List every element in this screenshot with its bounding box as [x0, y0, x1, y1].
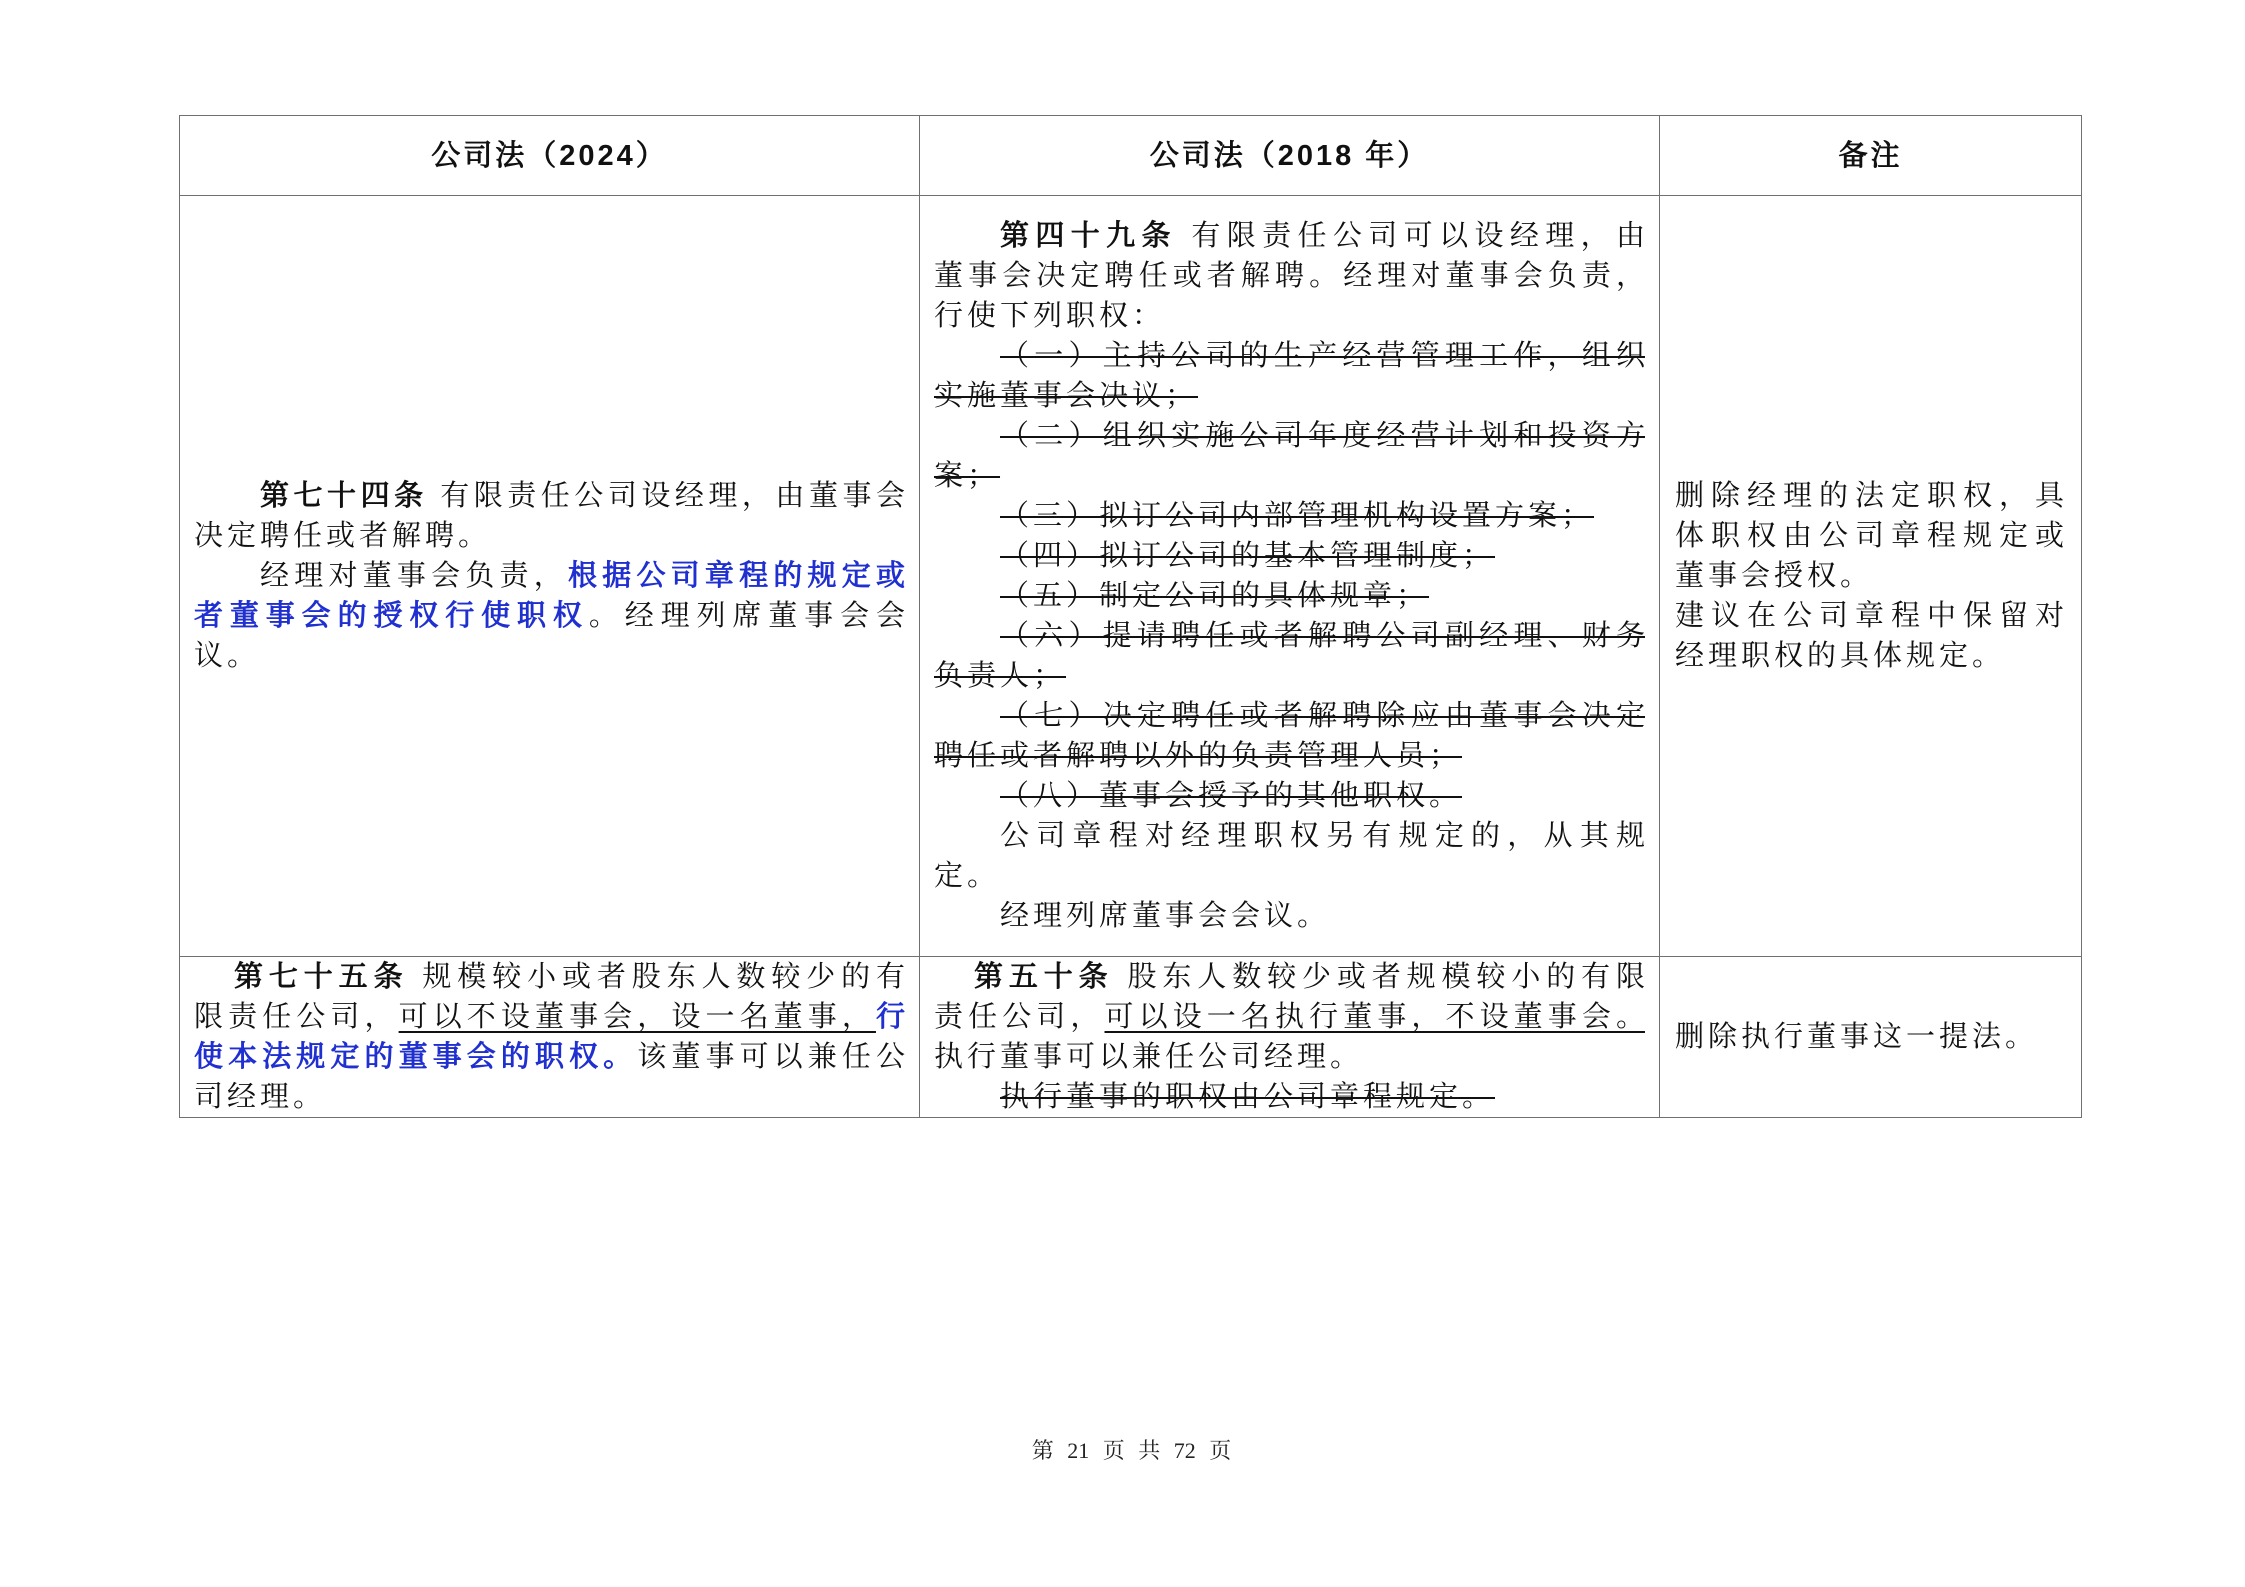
- cell-text: [1660, 476, 2081, 676]
- text-line: [934, 256, 1645, 296]
- text-line: [934, 997, 1645, 1037]
- text-line: [934, 536, 1645, 576]
- text-line: [1675, 596, 2064, 636]
- deleted-text: （六）提请聘任或者解聘公司副经理、财务: [1000, 620, 1645, 652]
- line-text: 董事会决定聘任或者解聘。经理对董事会负责，: [934, 260, 1645, 292]
- article-number: 第七十五条: [234, 961, 409, 993]
- text-line: [934, 957, 1645, 997]
- text-line: [194, 476, 905, 516]
- line-text: 体职权由公司章程规定或: [1675, 520, 2064, 552]
- line-text: 有限责任公司设经理，由董事会: [427, 480, 905, 512]
- added-text: 根据公司章程的规定或: [568, 560, 905, 592]
- text-line: [934, 336, 1645, 376]
- text-line: [934, 776, 1645, 816]
- cell-text: [920, 196, 1659, 956]
- deleted-text: 负责人；: [934, 660, 1067, 692]
- text-line: [934, 856, 1645, 896]
- text-line: [934, 736, 1645, 776]
- deleted-text: （二）组织实施公司年度经营计划和投资方: [1000, 420, 1645, 452]
- line-text: 删除执行董事这一提法。: [1675, 1021, 2039, 1053]
- deleted-text: （八）董事会授予的其他职权。: [1000, 780, 1463, 812]
- line-text: 司经理。: [194, 1081, 327, 1113]
- cell-text: [1660, 1017, 2081, 1057]
- deleted-text: 实施董事会决议；: [934, 380, 1199, 412]
- header-law-2024: 公司法（2024）: [180, 116, 920, 196]
- text-line: [934, 296, 1645, 336]
- line-text: 经理职权的具体规定。: [1675, 640, 2006, 672]
- text-line: [934, 576, 1645, 616]
- line-text: 删除经理的法定职权，具: [1675, 480, 2064, 512]
- deleted-text: （一）主持公司的生产经营管理工作，组织: [1000, 340, 1645, 372]
- table-row: [180, 196, 2082, 957]
- line-text: 经理对董事会负责，: [260, 560, 568, 592]
- line-text: 定。: [934, 860, 1001, 892]
- added-text: 者董事会的授权行使职权: [194, 600, 589, 632]
- article-number: 第四十九条: [1000, 220, 1177, 252]
- added-text: 行: [875, 1001, 905, 1033]
- deleted-text: 执行董事的职权由公司章程规定。: [1000, 1081, 1496, 1113]
- cell-law-2018: [920, 196, 1660, 957]
- text-line: [194, 596, 905, 636]
- line-text: 公司章程对经理职权另有规定的，从其规: [1000, 820, 1645, 852]
- text-line: [934, 1077, 1645, 1117]
- text-line: [194, 516, 905, 556]
- line-text: 行使下列职权：: [934, 300, 1166, 332]
- text-line: [934, 216, 1645, 256]
- text-line: [934, 696, 1645, 736]
- line-text: 执行董事可以兼任公司经理。: [934, 1041, 1364, 1073]
- deleted-text: 案；: [934, 460, 1001, 492]
- text-line: [1675, 1017, 2064, 1057]
- text-line: [1675, 636, 2064, 676]
- deleted-text: 聘任或者解聘以外的负责管理人员；: [934, 740, 1463, 772]
- line-text: 股东人数较少或者规模较小的有限: [1113, 961, 1645, 993]
- header-remark: 备注: [1660, 116, 2082, 196]
- text-line: [194, 997, 905, 1037]
- article-number: 第五十条: [974, 961, 1114, 993]
- text-line: [934, 816, 1645, 856]
- cell-law-2024: [180, 196, 920, 957]
- cell-remark: [1660, 957, 2082, 1118]
- text-line: [1675, 556, 2064, 596]
- text-line: [194, 957, 905, 997]
- text-line: [194, 1037, 905, 1077]
- text-line: [194, 1077, 905, 1117]
- line-text: 董事会授权。: [1675, 560, 1874, 592]
- line-text: 责任公司，: [934, 1001, 1105, 1033]
- line-text: 限责任公司，: [194, 1001, 399, 1033]
- line-text: 经理列席董事会会议。: [1000, 900, 1331, 932]
- cell-remark: [1660, 196, 2082, 957]
- table-header-row: [180, 116, 2082, 196]
- line-text: 决定聘任或者解聘。: [194, 520, 492, 552]
- comparison-table: [179, 115, 2082, 1118]
- text-line: [1675, 476, 2064, 516]
- text-line: [934, 416, 1645, 456]
- text-line: [194, 556, 905, 596]
- cell-law-2024: [180, 957, 920, 1118]
- cell-text: [180, 476, 919, 676]
- deleted-text: （五）制定公司的具体规章；: [1000, 580, 1430, 612]
- text-line: [934, 656, 1645, 696]
- line-text: 建议在公司章程中保留对: [1675, 600, 2064, 632]
- line-text: 。经理列席董事会会: [588, 600, 905, 632]
- line-text: 规模较小或者股东人数较少的有: [408, 961, 905, 993]
- page-number: 第 21 页 共 72 页: [1031, 1438, 1232, 1463]
- text-line: [1675, 516, 2064, 556]
- text-line: [934, 456, 1645, 496]
- header-law-2018: 公司法（2018 年）: [920, 116, 1660, 196]
- article-number: 第七十四条: [260, 480, 428, 512]
- line-text: 议。: [194, 640, 261, 672]
- deleted-text: （四）拟订公司的基本管理制度；: [1000, 540, 1496, 572]
- text-line: [194, 636, 905, 676]
- line-text: 该董事可以兼任公: [637, 1041, 905, 1073]
- added-text: 使本法规定的董事会的职权。: [194, 1041, 638, 1073]
- underlined-text: 可以不设董事会，设一名董事，: [398, 1001, 876, 1033]
- cell-law-2018: [920, 957, 1660, 1118]
- text-line: [934, 376, 1645, 416]
- text-line: [934, 896, 1645, 936]
- deleted-text: （七）决定聘任或者解聘除应由董事会决定: [1000, 700, 1645, 732]
- text-line: [934, 616, 1645, 656]
- deleted-text: （三）拟订公司内部管理机构设置方案；: [1000, 500, 1595, 532]
- cell-text: [920, 957, 1659, 1117]
- text-line: [934, 1037, 1645, 1077]
- line-text: 有限责任公司可以设经理，由: [1176, 220, 1645, 252]
- text-line: [934, 496, 1645, 536]
- cell-text: [180, 957, 919, 1117]
- underlined-text: 可以设一名执行董事，不设董事会。: [1104, 1001, 1645, 1033]
- table-row: [180, 957, 2082, 1118]
